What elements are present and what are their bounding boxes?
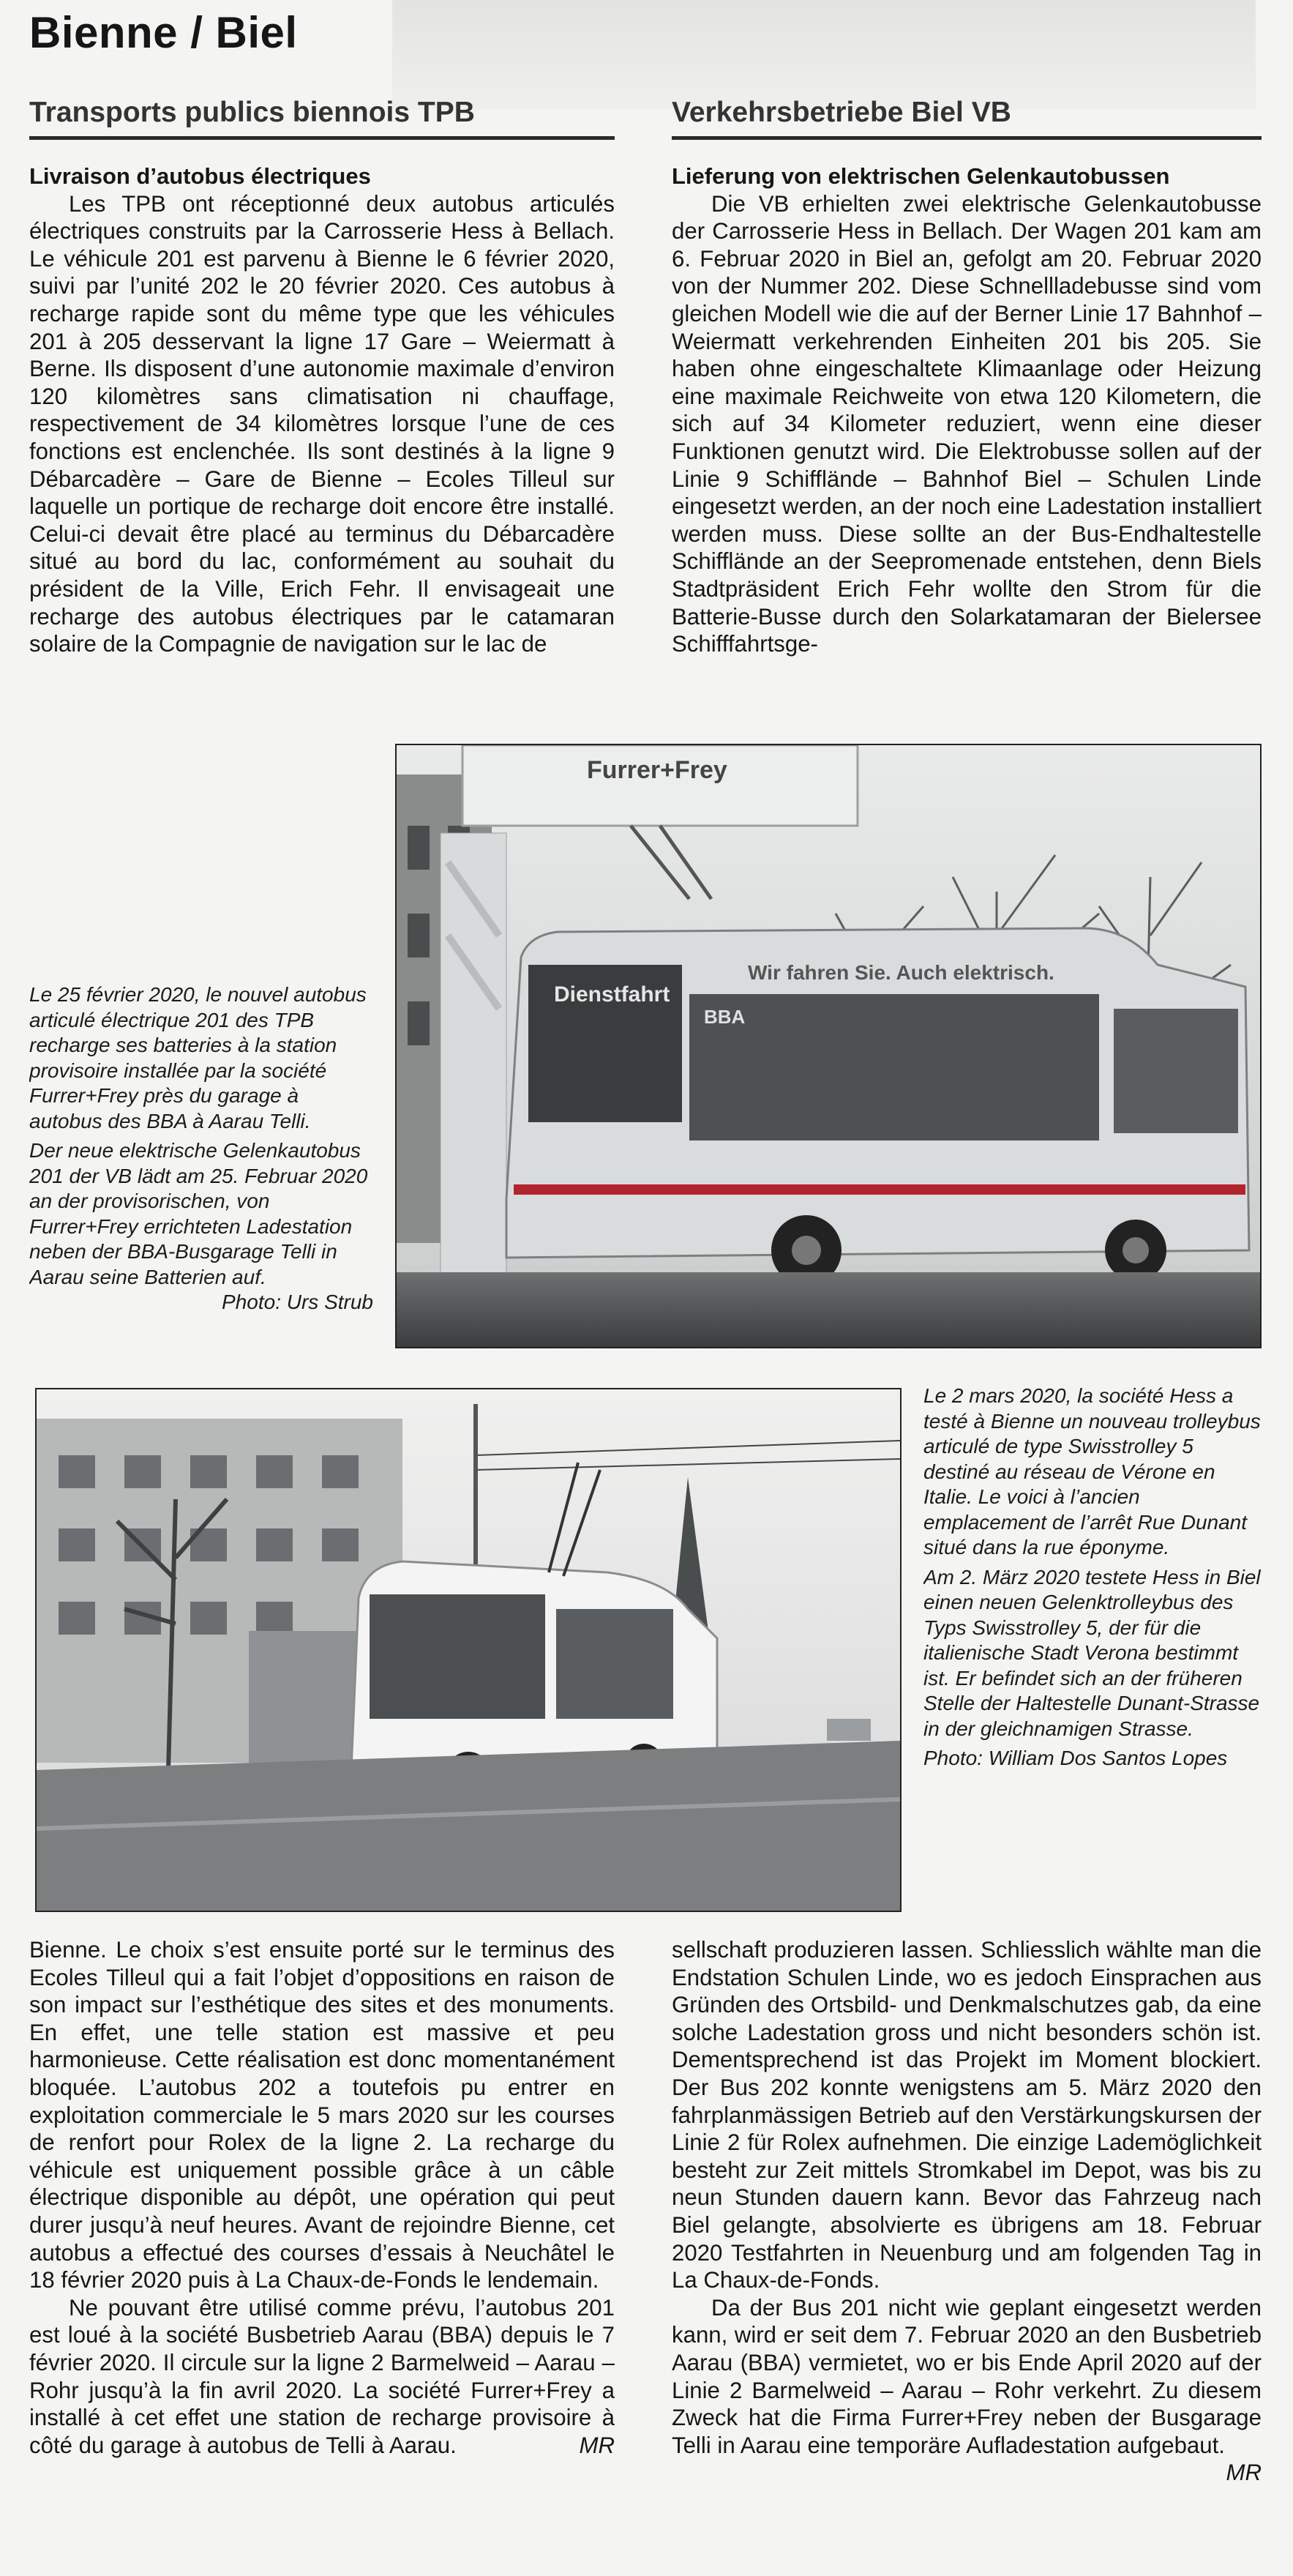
left-intro-paragraph: Les TPB ont réceptionné deux autobus articulés électriques construits par la Carrosserie Hess à Bellach. Le véhicule 201 est parvenu à Bienne le 6 février 2020, suivi par l’unité 202 le 20 février 2020. Ces autobus à recharge rapide sont du même type que les véhicules 201 à 205 desservant la ligne 17 Gare – Weiermatt à Berne. Ils disposent d’une autonomie maximale d’environ 120 kilomètres sans climatisation ni chauffage, respectivement de 34 kilomètres lorsque l’une de ces fonctions est enclenchée. Ils sont destinés à la ligne 9 Débarcadère – Gare de Bienne – Ecoles Tilleul sur laquelle un portique de recharge doit encore être installé. Celui-ci devait être placé au terminus du Débarcadère situé au bord du lac, conformément au souhait du président de la Ville, Erich Fehr. Il envisageait une recharge des autobus électriques par le catamaran solaire de la Compagnie de navigation sur le lac de bbox=[29, 190, 615, 657]
left-continued-paragraph-2: Ne pouvant être utilisé comme prévu, l’autobus 201 est loué à la société Busbetrieb Aarau (BBA) depuis le 7 février 2020. Il circule sur la ligne 2 Barmelweid – Aarau – Rohr jusqu’à la fin avril 2020. La société Furrer+Frey a installé à cet effet une station de recharge provisoire à côté du garage à autobus de Telli à Aarau. MR bbox=[29, 2294, 615, 2458]
page-headline: Bienne / Biel bbox=[29, 8, 298, 57]
bus-charging-scene bbox=[397, 745, 1260, 1347]
photo1-caption-fr: Le 25 février 2020, le nouvel autobus articulé électrique 201 des TPB recharge ses batteries à la station provisoire installée par la société Furrer+Frey près du garage à autobus des BBA à Aarau Telli. bbox=[29, 983, 367, 1132]
photo1-caption-de: Der neue elektrische Gelenkautobus 201 der VB lädt am 25. Februar 2020 an der provisorischen, von Furrer+Frey errichteten Ladestation neben der BBA-Busgarage Telli in Aarau seine Batterien auf. Photo: Urs Strub bbox=[29, 1138, 373, 1315]
photo2-caption bbox=[923, 1384, 1263, 1823]
adjacent-page-bleed-lower bbox=[889, 1808, 1262, 1955]
photo-swisstrolley-test bbox=[35, 1388, 902, 1912]
station-sign: Furrer+Frey bbox=[587, 756, 727, 784]
bus-operator-label: BBA bbox=[704, 1006, 746, 1028]
left-signature: MR bbox=[579, 2432, 615, 2458]
photo2-credit: Photo: William Dos Santos Lopes bbox=[923, 1747, 1228, 1769]
right-intro-column bbox=[672, 163, 1262, 733]
left-continued-column bbox=[29, 1936, 615, 2566]
left-subheading: Livraison d’autobus électriques bbox=[29, 163, 371, 189]
right-continued-column bbox=[672, 1936, 1262, 2566]
photo-electric-bus-charging bbox=[395, 744, 1262, 1348]
right-section-heading: Verkehrsbetriebe Biel VB bbox=[672, 97, 1011, 128]
photo2-caption-de: Am 2. März 2020 testete Hess in Biel einen neuen Gelenktrolleybus des Typs Swisstrolley 5, der für die italienische Stadt Verona bestimmt ist. Er befindet sich an der früheren Stelle der Haltestelle Dunant-Strasse in der gleichnamigen Strasse. bbox=[923, 1565, 1261, 1740]
photo1-caption bbox=[29, 982, 373, 1363]
right-heading-rule bbox=[672, 136, 1262, 140]
left-continued-paragraph-1: Bienne. Le choix s’est ensuite porté sur le terminus des Ecoles Tilleul qui a fait l’objet d’oppositions en raison de son impact sur l’esthétique des sites et des monuments. En effet, une telle station est massive et peu harmonieuse. Cette réalisation est donc momentanément bloquée. L’autobus 202 a toutefois pu entrer en exploitation commerciale le 5 mars 2020 sur les courses de renfort pour Rolex de la ligne 2. La recharge du véhicule est uniquement possible grâce à un câble électrique disponible au dépôt, une opération qui peut durer jusqu’à neuf heures. Avant de rejoindre Bienne, cet autobus a effectué des courses d’essais à Neuchâtel le 18 février 2020 puis à La Chaux-de-Fonds le lendemain. bbox=[29, 1937, 615, 2293]
right-continued-paragraph-2: Da der Bus 201 nicht wie geplant eingesetzt werden kann, wird er seit dem 7. Februar 2020 an den Busbetrieb Aarau (BBA) vermietet, wo er bis Ende April 2020 auf der Linie 2 Barmelweid – Aarau – Rohr verkehrt. Zu diesem Zweck hat die Firma Furrer+Frey neben der Busgarage Telli in Aarau eine temporäre Aufladestation aufgebaut. MR bbox=[672, 2294, 1262, 2486]
left-section-heading: Transports publics biennois TPB bbox=[29, 97, 475, 128]
bus-destination-display: Dienstfahrt bbox=[554, 982, 670, 1007]
left-intro-column bbox=[29, 163, 615, 733]
bus-slogan: Wir fahren Sie. Auch elektrisch. bbox=[748, 961, 1054, 984]
right-continued-paragraph-1: sellschaft produzieren lassen. Schliesslich wählte man die Endstation Schulen Linde, wo es jedoch Einsprachen aus Gründen des Ortsbild- und Denkmalschutzes gab, da eine solche Ladestation gross und nicht besonders schön ist. Dementsprechend ist das Projekt im Moment blockiert. Der Bus 202 konnte wenigstens am 5. März 2020 den fahrplanmässigen Betrieb auf den Verstärkungskursen der Linie 2 für Rolex aufnehmen. Die einzige Lademöglichkeit besteht zur Zeit mittels Stromkabel im Depot, was bis zu neun Stunden dauern kann. Bevor das Fahrzeug nach Biel gelangte, absolvierte es übrigens am 18. Februar 2020 Testfahrten in Neuenburg und am folgenden Tag in La Chaux-de-Fonds. bbox=[672, 1937, 1262, 2293]
trolleybus-scene bbox=[37, 1389, 900, 1911]
right-intro-paragraph: Die VB erhielten zwei elektrische Gelenkautobusse der Carrosserie Hess in Bellach. Der Wagen 201 kam am 6. Februar 2020 in Biel an, gefolgt am 20. Februar 2020 von der Nummer 202. Diese Schnellladebusse sind vom gleichen Modell wie die auf der Berner Linie 17 Bahnhof – Weiermatt verkehrenden Einheiten 201 bis 205. Sie haben ohne eingeschaltete Klimaanlage oder Heizung eine maximale Reichweite von etwa 120 Kilometern, die sich auf 34 Kilometer reduziert, wenn eine dieser Funktionen genutzt wird. Die Elektrobusse sollen auf der Linie 9 Schifflände – Bahnhof Biel – Schulen Linde eingesetzt werden, an der noch eine Ladestation installiert werden muss. Diese sollte an der Bus-Endhaltestelle Schifflände an der Seepromenade entstehen, denn Biels Stadtpräsident Erich Fehr wollte den Strom für die Batterie-Busse durch den Solarkatamaran der Bielersee Schifffahrtsge- bbox=[672, 190, 1262, 657]
photo1-credit: Photo: Urs Strub bbox=[222, 1291, 373, 1313]
left-heading-rule bbox=[29, 136, 615, 140]
right-signature: MR bbox=[1226, 2460, 1262, 2486]
adjacent-page-bleed bbox=[392, 0, 1256, 110]
photo2-caption-fr: Le 2 mars 2020, la société Hess a testé à Bienne un nouveau trolleybus articulé de type Swisstrolley 5 destiné au réseau de Vérone en Italie. Le voici à l’ancien emplacement de l’arrêt Rue Dunant situé dans la rue éponyme. bbox=[923, 1384, 1261, 1558]
right-subheading: Lieferung von elektrischen Gelenkautobussen bbox=[672, 163, 1170, 189]
